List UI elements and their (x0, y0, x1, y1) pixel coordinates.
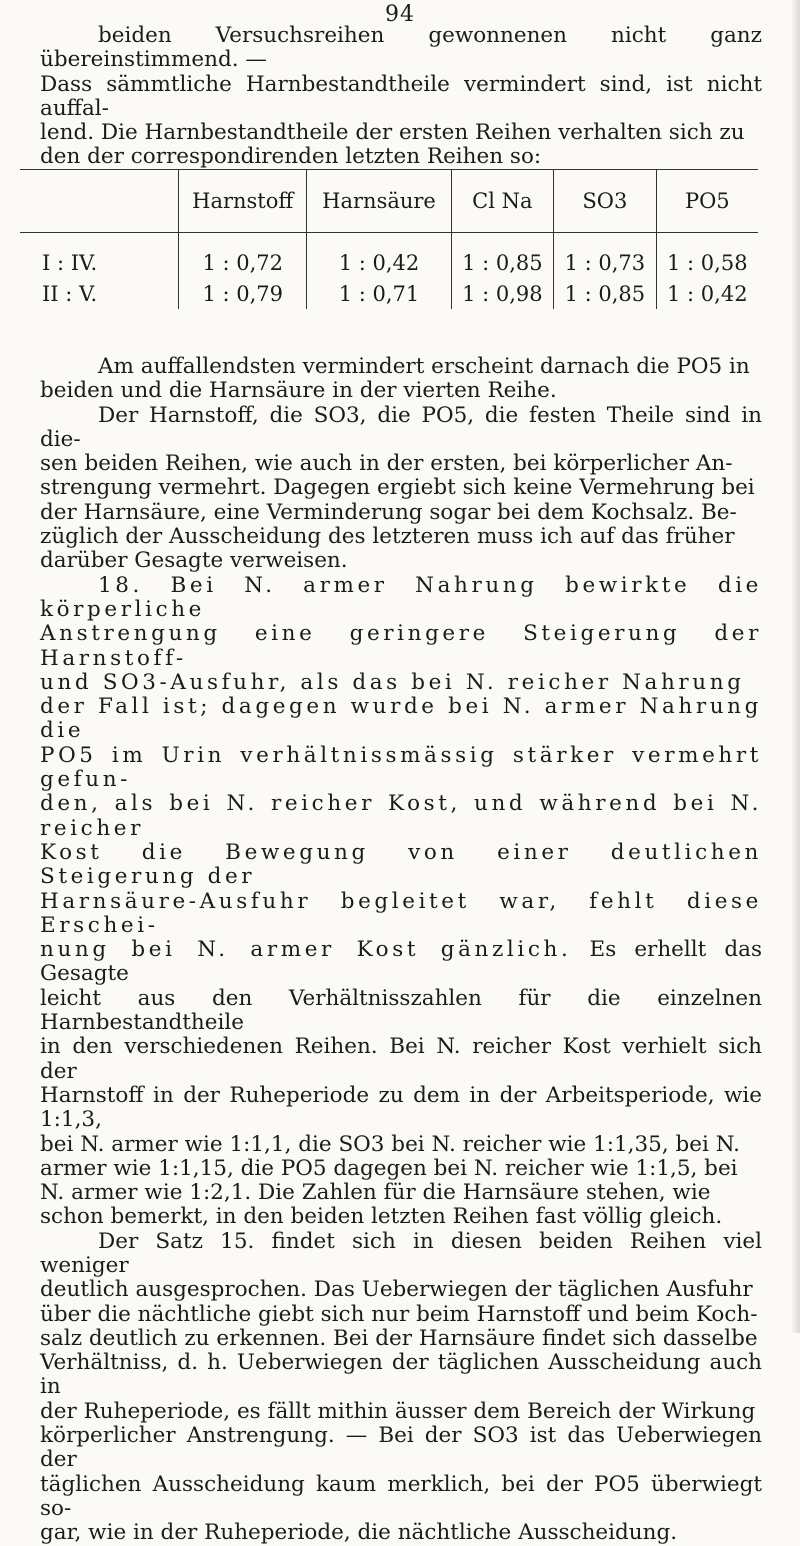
table-cell: 1 : 0,42 (656, 278, 758, 309)
text-line: beiden und die Harnsäure in der vierten Reihe. (40, 378, 557, 404)
table-cell: 1 : 0,73 (554, 233, 657, 279)
page-edge-shadow (792, 0, 800, 1333)
text-line: N. armer wie 1:2,1. Die Zahlen für die Harnsäure stehen, wie (40, 1180, 711, 1206)
spaced-text-span: nung bei N. armer Kost gänzlich. (40, 937, 572, 963)
text-line (40, 938, 762, 987)
text-line: der Ruheperiode, es fällt mithin äusser dem Bereich der Wirkung (40, 1398, 756, 1424)
ratio-table (20, 169, 758, 309)
text-line: Der Satz 15. findet sich in diesen beiden Reihen viel weniger (40, 1228, 762, 1278)
intro-paragraph (40, 24, 762, 170)
table-cell: 1 : 0,58 (656, 233, 758, 279)
table-cell: 1 : 0,71 (307, 278, 451, 309)
text-line: schon bemerkt, in den beiden letzten Reihen fast völlig gleich. (40, 1204, 723, 1230)
table-cell: 1 : 0,85 (554, 278, 657, 309)
text-line: Harnstoff in der Ruheperiode zu dem in der Arbeitsperiode, wie 1:1,3, (40, 1082, 762, 1133)
text-line: deutlich ausgesprochen. Das Ueberwiegen der täglichen Ausfuhr (40, 1277, 753, 1303)
text-line: armer wie 1:1,15, die PO5 dagegen bei N. reicher wie 1:1,5, bei (40, 1155, 738, 1181)
table-row (20, 233, 758, 279)
row-label: II : V. (42, 281, 98, 306)
table-header-cell: Harnstoff (179, 170, 307, 233)
spaced-text-line: Kost die Bewegung von einer deutlichen Steigerung der (40, 839, 762, 890)
spaced-text-line: Anstrengung eine geringere Steigerung der Harnstoff- (40, 621, 762, 671)
table-header-cell: PO5 (656, 170, 758, 233)
table-header-cell: Harnsäure (307, 170, 451, 233)
spaced-text-line: Harnsäure-Ausfuhr begleitet war, fehlt diese Erschei- (40, 888, 762, 938)
table-cell: 1 : 0,85 (451, 233, 554, 279)
text-line: der Harnsäure, eine Verminderung sogar bei dem Kochsalz. Be- (40, 499, 737, 525)
page-number: 94 (385, 2, 415, 27)
table-cell: 1 : 0,98 (451, 278, 554, 309)
row-label: I : IV. (42, 250, 98, 275)
text-span: Es erhellt das Gesagte (40, 937, 762, 987)
text-line: leicht aus den Verhältnisszahlen für die einzelnen Harnbestandtheile (40, 985, 762, 1036)
table-row (20, 278, 758, 309)
text-line: sen beiden Reihen, wie auch in der ersten, bei körperlicher An- (40, 451, 733, 477)
text-line: Verhältniss, d. h. Ueberwiegen der täglichen Ausscheidung auch in (40, 1350, 762, 1400)
text-line: bei N. armer wie 1:1,1, die SO3 bei N. reicher wie 1:1,35, bei N. (40, 1131, 740, 1157)
text-line: beiden Versuchsreihen gewonnenen nicht ganz übereinstimmend. — (40, 23, 762, 73)
text-line: über die nächtliche giebt sich nur beim Harnstoff und beim Koch- (40, 1301, 758, 1327)
table-cell: 1 : 0,72 (179, 233, 307, 279)
spaced-text-line: den, als bei N. reicher Kost, und während bei N. reicher (40, 791, 762, 841)
text-line: den der correspondirenden letzten Reihen so: (40, 144, 542, 170)
spaced-text-line: PO5 im Urin verhältnissmässig stärker vermehrt gefun- (40, 742, 762, 793)
text-line: darüber Gesagte verweisen. (40, 548, 348, 574)
table-cell: 1 : 0,42 (307, 233, 451, 279)
text-line: Dass sämmtliche Harnbestandtheile vermindert sind, ist nicht auffal- (40, 71, 762, 121)
text-line: lend. Die Harnbestandtheile der ersten Reihen verhalten sich zu (40, 120, 745, 146)
text-line: strengung vermehrt. Dagegen ergiebt sich keine Vermehrung bei (40, 475, 755, 501)
table-cell: 1 : 0,79 (179, 278, 307, 309)
table-header-cell (20, 170, 179, 233)
table-header-cell: SO3 (554, 170, 657, 233)
spaced-text-line: und SO3-Ausfuhr, als das bei N. reicher Nahrung (40, 669, 745, 695)
spaced-text-line: 18. Bei N. armer Nahrung bewirkte die körperliche (40, 572, 762, 622)
spaced-text-line: der Fall ist; dagegen wurde bei N. armer Nahrung die (40, 694, 762, 744)
text-line: gar, wie in der Ruheperiode, die nächtliche Ausscheidung. (40, 1520, 678, 1546)
text-line: täglichen Ausscheidung kaum merklich, bei der PO5 überwiegt so- (40, 1471, 762, 1521)
text-line: salz deutlich zu erkennen. Bei der Harnsäure findet sich dasselbe (40, 1325, 758, 1351)
text-line: züglich der Ausscheidung des letzteren muss ich auf das früher (40, 524, 735, 550)
text-line: Der Harnstoff, die SO3, die PO5, die festen Theile sind in die- (40, 402, 762, 452)
text-line: körperlicher Anstrengung. — Bei der SO3 ist das Ueberwiegen der (40, 1423, 762, 1473)
body-text (40, 355, 762, 1546)
text-line: in den verschiedenen Reihen. Bei N. reicher Kost verhielt sich der (40, 1034, 762, 1084)
table-header-row (20, 170, 758, 233)
text-line: Am auffallendsten vermindert erscheint darnach die PO5 in (98, 354, 750, 379)
table-header-cell: Cl Na (451, 170, 554, 233)
